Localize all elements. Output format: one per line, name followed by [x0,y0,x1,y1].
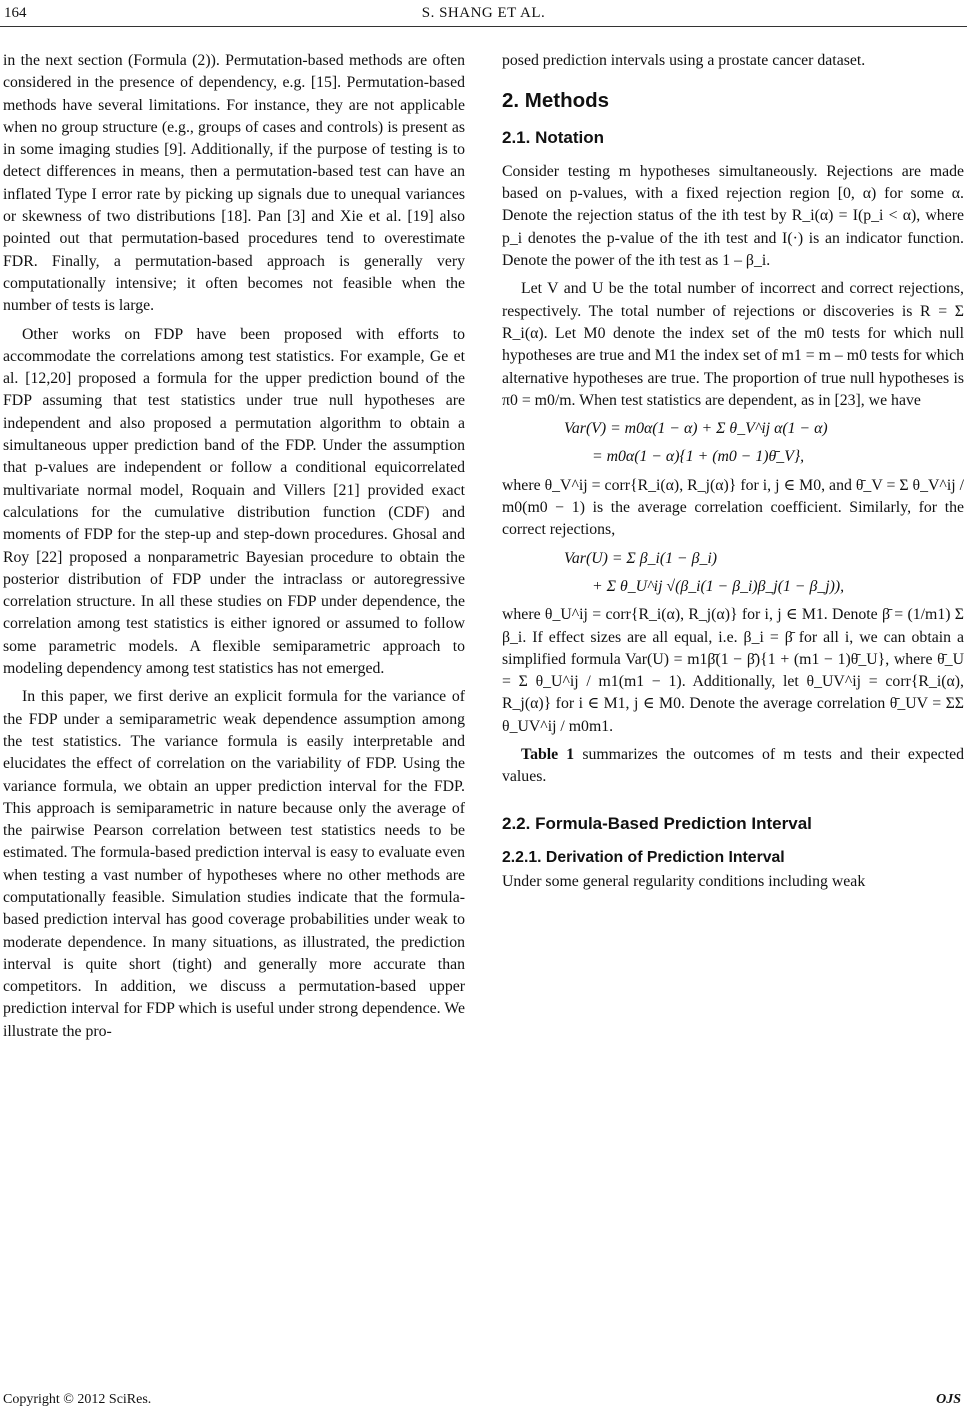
right-paragraph-4: where θ_U^ij = corr{R_i(α), R_j(α)} for i, j ∈ M1. Denote β̄ = (1/m1) Σ β_i. If effect sizes are all equal, i.e. β_i = β̄ for all i, we can obtain a simplified formula Var(U) = m1β̄(1 − β̄){1 + (m1 − 1)θ̄_U}, where θ̄_U = Σ θ_U^ij / m1(m1 − 1). Additionally, let θ_UV^ij = corr{R_i(α), R_j(α)} for i ∈ M1, j ∈ M0. Denote the average correlation θ̄_UV = ΣΣ θ_UV^ij / m0m1. [502,606,964,735]
equation-var-u-line2: + Σ θ_U^ij √(β_i(1 − β_i)β_j(1 − β_j)), [592,577,845,595]
subsection-heading-formula: 2.2. Formula-Based Prediction Interval [502,813,812,833]
running-title: S. SHANG ET AL. [421,5,546,21]
copyright-notice: Copyright © 2012 SciRes. [3,1392,152,1407]
left-column [3,50,465,1049]
right-paragraph-0: posed prediction intervals using a prostate cancer dataset. [502,52,866,69]
header-rule [0,26,967,27]
right-paragraph-2: Let V and U be the total number of incorrect and correct rejections, respectively. The total number of rejections or discoveries is R = Σ R_i(α). Let M0 denote the index set of the m0 tests for which null hypotheses are true and M1 the index set of m1 = m – m0 tests for which alternative hypotheses are true. The proportion of true null hypotheses is π0 = m0/m. When test statistics are dependent, as in [23], we have [502,280,964,409]
equation-var-v-line2: = m0α(1 − α){1 + (m0 − 1)θ̄_V}, [592,448,805,466]
subsubsection-heading-derivation: 2.2.1. Derivation of Prediction Interval [502,848,785,866]
section-heading-methods: 2. Methods [502,89,610,113]
equation-var-u-line1: Var(U) = Σ β_i(1 − β_i) [564,549,718,567]
subsection-heading-notation: 2.1. Notation [502,127,605,147]
equation-var-v-line1: Var(V) = m0α(1 − α) + Σ θ_V^ij α(1 − α) [564,420,828,438]
left-paragraph-2: Other works on FDP have been proposed with efforts to accommodate the correlations among test statistics. For example, Ge et al. [12,20] proposed a formula for the upper prediction bound of the FDP assuming that test statistics under true null hypotheses are independent and also proposed a permutation algorithm to obtain a simultaneous upper prediction band of the FDP. Under the assumption that p-values are independent or follow a conditional equicorrelated multivariate normal model, Roquain and Villers [21] provided exact calculations for the cumulative distribution function (CDF) and moments of FDP for the step-up and step-down procedures. Ghosal and Roy [22] proposed a nonparametric Bayesian procedure to obtain the posterior distribution of FDP under the intraclass or autoregressive correlation structure. In all these studies on FDP under dependence, the correlation among test statistics is either ignored or assumed to follow some parametric models. A flexible semiparametric approach to modeling dependency among test statistics has not emerged. [3,325,465,678]
page-number: 164 [4,5,27,21]
right-paragraph-6: Under some general regularity conditions including weak [502,873,866,891]
right-paragraph-5 [502,744,964,789]
left-paragraph-3: In this paper, we first derive an explicit formula for the variance of the FDP under a semiparametric weak dependence assumption among the test statistics. The variance formula is easily interpretable and elucidates the effect of correlation on the variability of FDP. Using the variance formula, we obtain an upper prediction interval for the FDP. This approach is semiparametric in nature because only the average of the pairwise Pearson correlation between test statistics needs to be estimated. The formula-based prediction interval is easy to evaluate even when testing a vast number of hypotheses where no other methods are computationally feasible. Simulation studies indicate that the formula-based prediction interval has good coverage probabilities under weak to moderate dependence. In many situations, as illustrated, the prediction interval is quite short (tight) and generally more accurate than competitors. In addition, we discuss a permutation-based upper prediction interval for FDP which is useful under strong dependence. We illustrate the pro- [3,688,465,1040]
page-header [0,0,967,30]
right-paragraph-1: Consider testing m hypotheses simultaneously. Rejections are made based on p-values, with a fixed rejection region [0, α) for some α. Denote the rejection status of the ith test by R_i(α) = I(p_i < α), where p_i denotes the p-value of the ith test and I(·) is an indicator function. Denote the power of the ith test as 1 – β_i. [502,162,964,270]
left-paragraph-1: in the next section (Formula (2)). Permutation-based methods are often considered in the presence of dependency, e.g. [15]. Permutation-based methods have several limitations. For instance, they are not applicable when no group structure (e.g., groups of cases and controls) is present as in some imaging studies [9]. Additionally, if the purpose of testing is to detect differences in means, then a permutation-based test can have an inflated Type I error rate by picking up signals due to unequal variances or skewness of two distributions [18]. Pan [3] and Xie et al. [19] also pointed out that permutation-based procedures tend to overestimate FDR. Finally, a permutation-based approach is generally very computationally intensive; it often becomes not feasible when the number of tests is large. [3,52,465,315]
journal-abbrev: OJS [936,1392,961,1407]
table-reference-text: summarizes the outcomes of m tests and their expected values. [502,746,964,786]
right-paragraph-3: where θ_V^ij = corr{R_i(α), R_j(α)} for i, j ∈ M0, and θ̄_V = Σ θ_V^ij / m0(m0 − 1) is the average correlation coefficient. Similarly, for the correct rejections, [502,476,964,539]
right-column [502,50,964,900]
table-reference: Table 1 [521,746,575,764]
